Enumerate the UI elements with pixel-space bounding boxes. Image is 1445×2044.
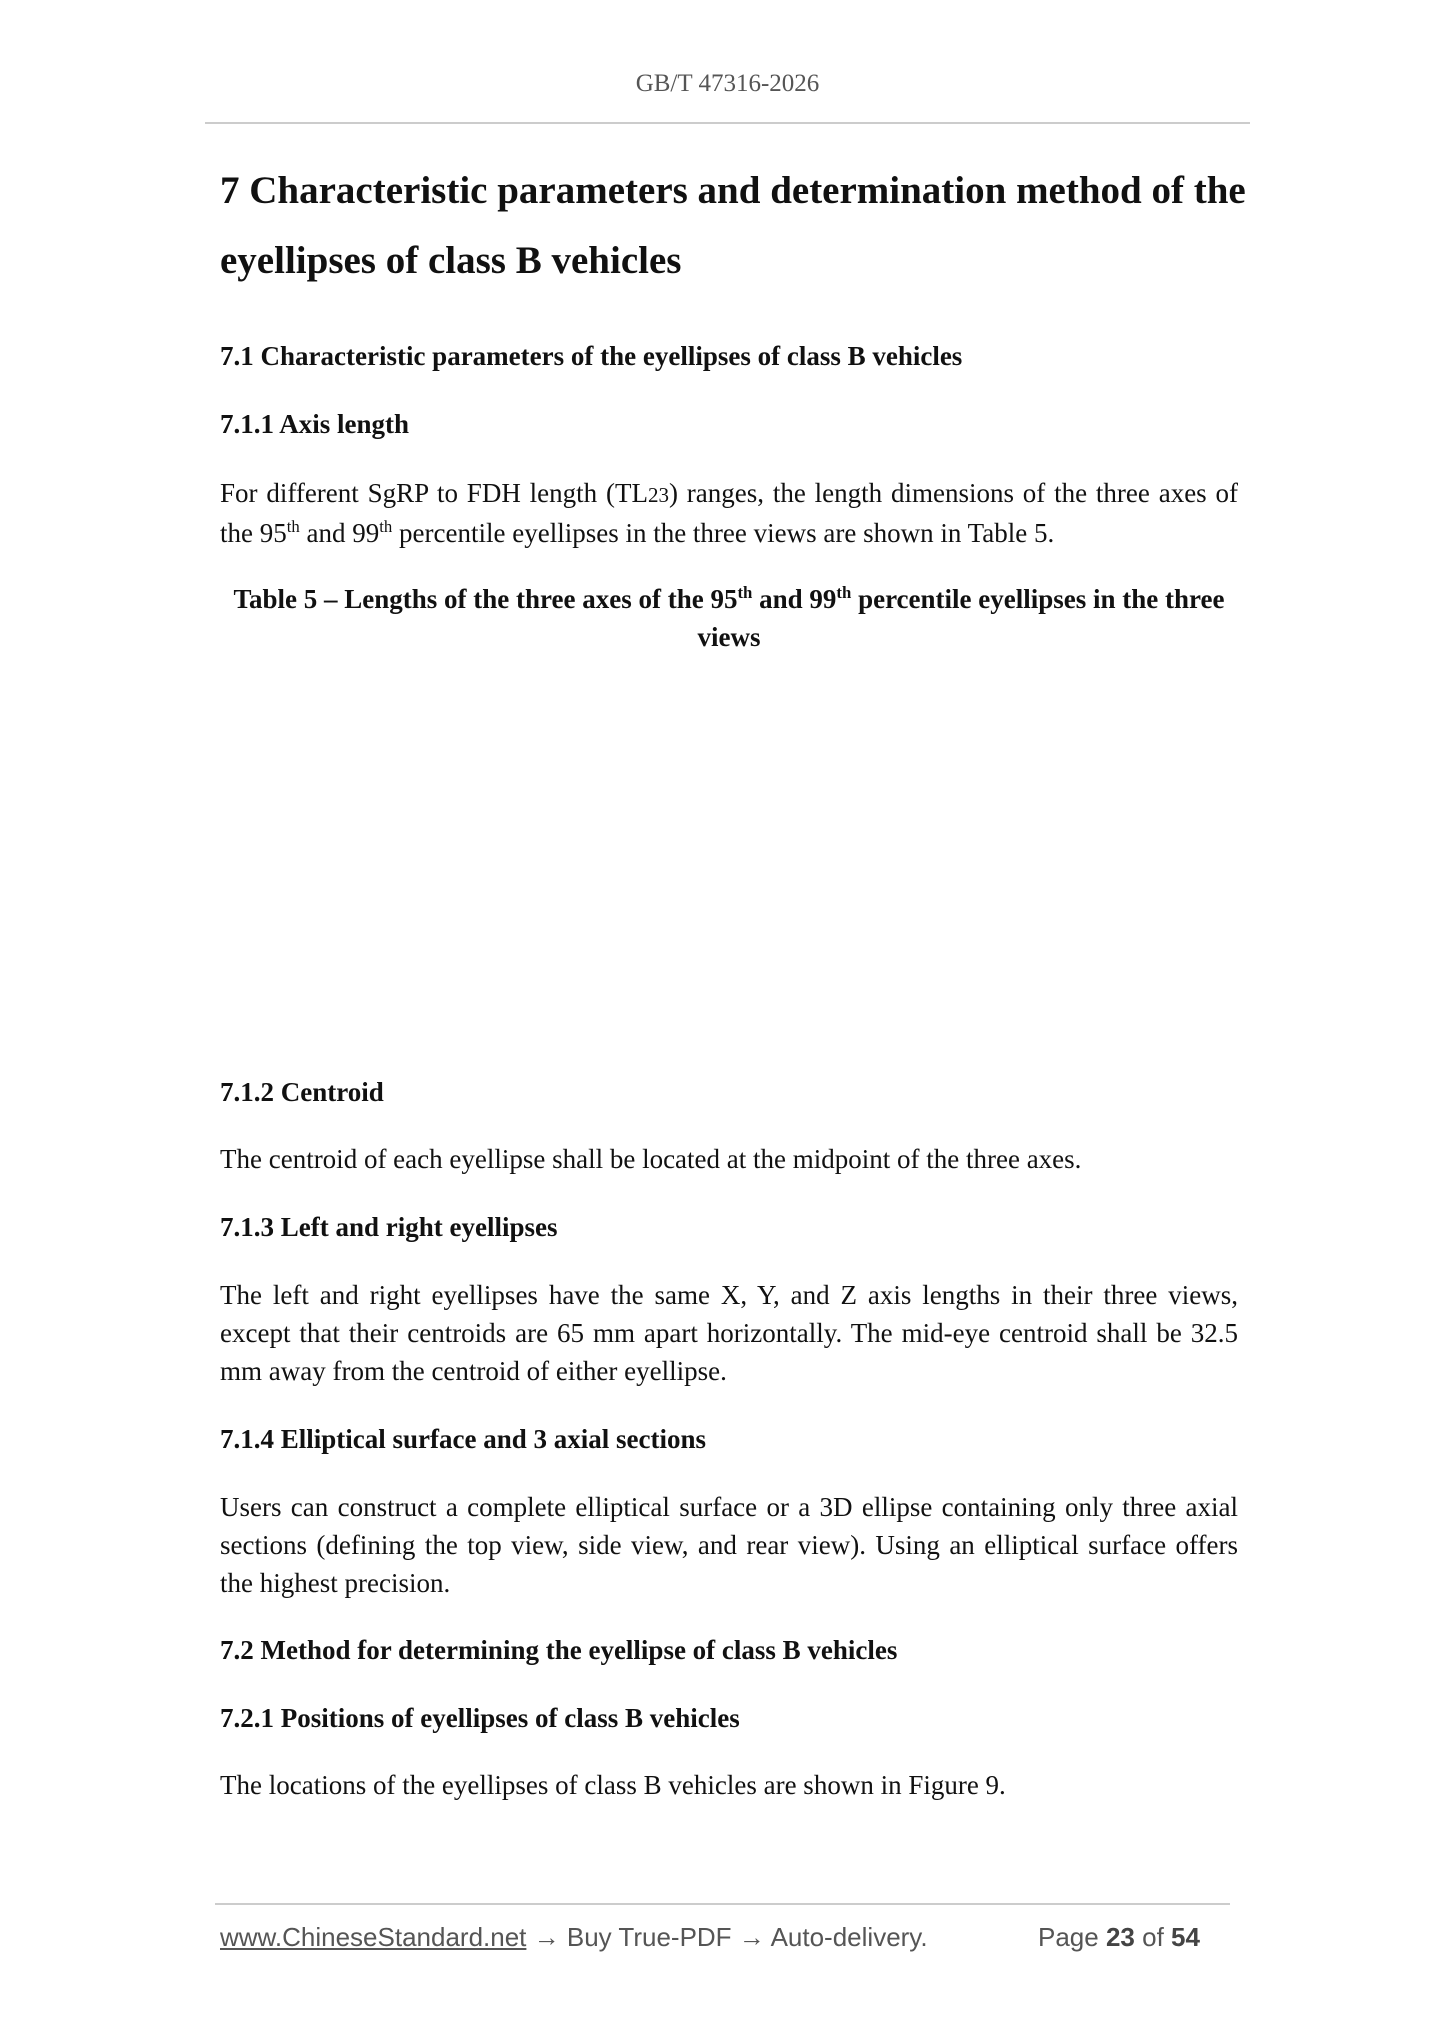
text-run: For different SgRP to FDH length (TL	[220, 478, 648, 508]
heading-7-1: 7.1 Characteristic parameters of the eyellipses of class B vehicles	[220, 341, 963, 371]
text-run: percentile eyellipses in the three views	[697, 584, 1225, 652]
text-run: Table 5 – Lengths of the three axes of the 95	[233, 584, 738, 614]
text-run: and 99	[752, 584, 837, 614]
document-code: GB/T 47316-2026	[635, 70, 820, 97]
page-of: of	[1142, 1922, 1164, 1952]
superscript: th	[379, 517, 393, 536]
heading-7-1-4: 7.1.4 Elliptical surface and 3 axial sections	[220, 1424, 706, 1454]
running-header	[205, 70, 1250, 98]
heading-7-1-3: 7.1.3 Left and right eyellipses	[220, 1212, 558, 1242]
paragraph-elliptical-surface: Users can construct a complete elliptical surface or a 3D ellipse containing only three axial sections (defining the top view, side view, and rear view). Using an elliptical surface offers the highest precision.	[220, 1492, 1238, 1598]
page-number	[1038, 1922, 1200, 1953]
heading-7-2: 7.2 Method for determining the eyellipse of class B vehicles	[220, 1635, 898, 1665]
text-run: ) ranges, the length dimensions of the three axes of the 95	[220, 478, 1238, 548]
heading-7-2-1: 7.2.1 Positions of eyellipses of class B vehicles	[220, 1703, 740, 1733]
superscript: th	[836, 583, 852, 602]
header-divider	[205, 122, 1250, 124]
paragraph-left-right-eyellipses: The left and right eyellipses have the same X, Y, and Z axis lengths in their three views, except that their centroids are 65 mm apart horizontally. The mid-eye centroid shall be 32.5 mm away from the centroid of either eyellipse.	[220, 1280, 1238, 1386]
text-run: percentile eyellipses in the three views are shown in Table 5.	[392, 518, 1055, 548]
footer-divider	[215, 1903, 1230, 1905]
heading-7-1-1: 7.1.1 Axis length	[220, 409, 410, 439]
superscript: th	[737, 583, 753, 602]
text-run: and 99	[299, 518, 380, 548]
footer-promo	[220, 1922, 928, 1953]
page-label: Page	[1038, 1922, 1099, 1952]
heading-7-1-2: 7.1.2 Centroid	[220, 1077, 384, 1107]
subscript: 23	[647, 483, 669, 507]
superscript: th	[286, 517, 300, 536]
footer-promo-text: → Buy True-PDF → Auto-delivery.	[526, 1922, 928, 1952]
section-7-title-line-2: eyellipses of class B vehicles	[220, 239, 682, 282]
paragraph-axis-length	[220, 474, 1238, 552]
paragraph-positions: The locations of the eyellipses of class B vehicles are shown in Figure 9.	[220, 1770, 1006, 1800]
section-7-title-line-1: 7 Characteristic parameters and determination method of the	[220, 169, 1246, 212]
paragraph-centroid: The centroid of each eyellipse shall be located at the midpoint of the three axes.	[220, 1144, 1082, 1174]
website-link[interactable]: www.ChineseStandard.net	[220, 1922, 527, 1952]
page-current: 23	[1105, 1922, 1135, 1952]
page-total: 54	[1171, 1922, 1200, 1952]
table-5-caption	[220, 580, 1238, 656]
